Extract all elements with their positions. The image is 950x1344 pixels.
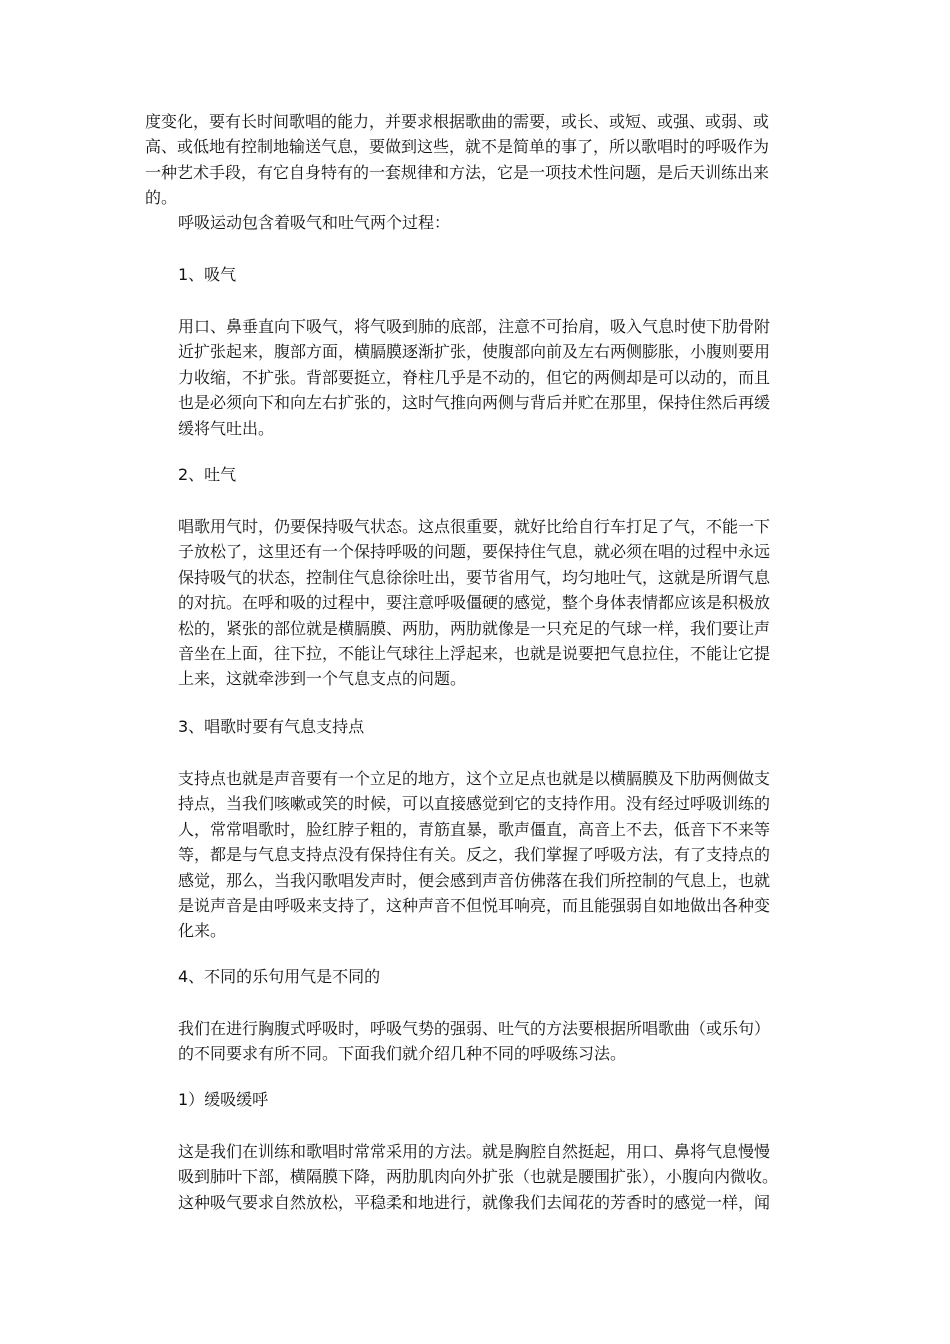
text-line: 松的，紧张的部位就是横膈膜、两肋，两肋就像是一只充足的气球一样，我们要让声: [178, 618, 771, 638]
text-line: 的不同要求有所不同。下面我们就介绍几种不同的呼吸练习法。: [178, 1044, 627, 1064]
breathing-intro: 呼吸运动包含着吸气和吐气两个过程：: [178, 213, 451, 232]
text-line: 力收缩，不扩张。背部要挺立，脊柱几乎是不动的，但它的两侧却是可以动的，而且: [178, 367, 771, 387]
subsection-paragraph-slow-breath: [178, 1139, 828, 1215]
text-line: 保持吸气的状态，控制住气息徐徐吐出，要节省用气，均匀地吐气，这就是所谓气息: [178, 567, 771, 587]
text-line: 持点，当我们咳嗽或笑的时候，可以直接感觉到它的支持作用。没有经过呼吸训练的: [178, 794, 771, 814]
section-paragraph-inhale: [178, 314, 828, 441]
text-line: 的。: [145, 187, 178, 207]
text-line: 唱歌用气时，仍要保持吸气状态。这点很重要，就好比给自行车打足了气，不能一下: [178, 517, 771, 536]
text-line: 高、或低地有控制地输送气息，要做到这些，就不是简单的事了，所以歌唱时的呼吸作为: [145, 137, 770, 157]
text-line: 近扩张起来，腹部方面，横膈膜逐渐扩张，使腹部向前及左右两侧膨胀，小腹则要用: [178, 342, 771, 362]
intro-paragraph: [145, 109, 825, 210]
text-line: 缓将气吐出。: [178, 418, 275, 438]
section-paragraph-phrase-breathing: [178, 1016, 828, 1067]
text-line: 一种艺术手段，有它自身特有的一套规律和方法，它是一项技术性问题，是后天训练出来: [145, 162, 770, 182]
text-line: 也是必须向下和向左右扩张的，这时气推向两侧与背后并贮在那里，保持住然后再缓: [178, 393, 771, 413]
text-line: 化来。: [178, 921, 227, 941]
subsection-heading-slow-breath: 1）缓吸缓呼: [178, 1090, 269, 1109]
text-line: 度变化，要有长时间歌唱的能力，并要求根据歌曲的需要，或长、或短、或强、或弱、或: [145, 112, 770, 131]
text-line: 音坐在上面，往下拉，不能让气球往上浮起来，也就是说要把气息拉住，不能让它提: [178, 644, 771, 664]
text-line: 人，常常唱歌时，脸红脖子粗的，青筋直暴，歌声僵直，高音上不去，低音下不来等: [178, 819, 771, 839]
section-heading-phrase-breathing: 4、不同的乐句用气是不同的: [178, 967, 381, 986]
section-heading-support-point: 3、唱歌时要有气息支持点: [178, 717, 365, 736]
section-heading-inhale: 1、吸气: [178, 265, 237, 284]
text-line: 用口、鼻垂直向下吸气，将气吸到肺的底部，注意不可抬肩，吸入气息时使下肋骨附: [178, 317, 771, 336]
text-line: 子放松了，这里还有一个保持呼吸的问题，要保持住气息，就必须在唱的过程中永远: [178, 542, 771, 562]
text-line: 上来，这就牵涉到一个气息支点的问题。: [178, 669, 467, 689]
text-line: 等，都是与气息支持点没有保持住有关。反之，我们掌握了呼吸方法，有了支持点的: [178, 845, 771, 865]
text-line: 支持点也就是声音要有一个立足的地方，这个立足点也就是以横膈膜及下肋两侧做支: [178, 769, 771, 788]
text-line: 感觉，那么，当我闪歌唱发声时，便会感到声音仿佛落在我们所控制的气息上，也就: [178, 870, 771, 890]
text-line: 我们在进行胸腹式呼吸时，呼吸气势的强弱、吐气的方法要根据所唱歌曲（或乐句）: [178, 1019, 771, 1038]
section-paragraph-exhale: [178, 514, 828, 692]
text-line: 这种吸气要求自然放松，平稳柔和地进行，就像我们去闻花的芳香时的感觉一样，闻: [178, 1192, 771, 1212]
section-heading-exhale: 2、吐气: [178, 465, 237, 484]
text-line: 吸到肺叶下部，横隔膜下降，两肋肌肉向外扩张（也就是腰围扩张），小腹向内微收。: [178, 1167, 779, 1187]
section-paragraph-support-point: [178, 766, 828, 944]
text-line: 是说声音是由呼吸来支持了，这种声音不但悦耳响亮，而且能强弱自如地做出各种变: [178, 896, 771, 916]
text-line: 的对抗。在呼和吸的过程中，要注意呼吸僵硬的感觉，整个身体表情都应该是积极放: [178, 593, 771, 613]
text-line: 这是我们在训练和歌唱时常常采用的方法。就是胸腔自然挺起，用口、鼻将气息慢慢: [178, 1142, 771, 1161]
